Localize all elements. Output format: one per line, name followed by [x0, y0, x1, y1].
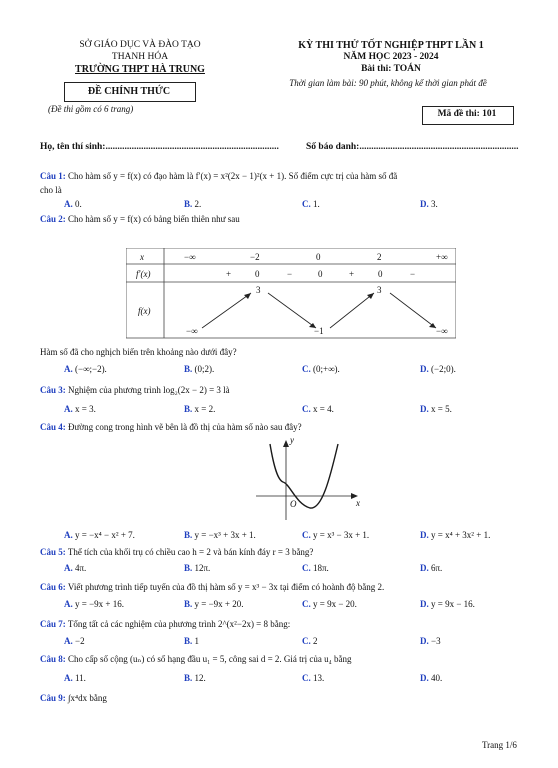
option-a: A. 11.: [64, 673, 86, 683]
option-c: C. 1.: [302, 199, 320, 209]
table-sign: +: [226, 269, 232, 279]
option-d: D. (−2;0).: [420, 364, 456, 374]
school-name: TRƯỜNG THPT HÀ TRUNG: [75, 64, 205, 75]
variation-table: [126, 248, 456, 340]
question-9: Câu 9: ∫x⁴dx bằng: [40, 693, 107, 703]
option-c: C. 18π.: [302, 563, 329, 573]
option-b: B. x = 2.: [184, 404, 216, 414]
option-d: D. y = x⁴ + 3x² + 1.: [420, 530, 491, 540]
question-2: Câu 2: Cho hàm số y = f(x) có bảng biến thiên như sau: [40, 214, 240, 224]
option-a: A. y = −x⁴ − x² + 7.: [64, 530, 135, 540]
y-axis-arrow-icon: [283, 440, 289, 447]
table-x-value: +∞: [436, 252, 448, 262]
option-b: B. 12π.: [184, 563, 211, 573]
option-c: C. 13.: [302, 673, 325, 683]
table-row-x-label: x: [140, 252, 144, 262]
candidate-id-field: Số báo danh:...................................................................: [306, 142, 519, 152]
table-sign: −: [410, 269, 416, 279]
time-note: Thời gian làm bài: 90 phút, không kể thời gian phát đề: [289, 78, 487, 88]
exam-title: KỲ THI THỬ TỐT NGHIỆP THPT LẦN 1: [298, 40, 484, 51]
school-year: NĂM HỌC 2023 - 2024: [343, 52, 439, 62]
question-7: Câu 7: Tổng tất cả các nghiệm của phương trình 2^(x²−2x) = 8 bằng:: [40, 619, 291, 629]
option-b: B. y = −x³ + 3x + 1.: [184, 530, 256, 540]
exam-code: Mã đề thi: 101: [437, 109, 497, 119]
question-5: Câu 5: Thể tích của khối trụ có chiều cao h = 2 và bán kính đáy r = 3 bằng?: [40, 547, 314, 557]
table-x-value: 0: [316, 252, 321, 262]
table-f-value: −∞: [186, 326, 198, 336]
question-text: Cho hàm số y = f(x) có đạo hàm là f′(x) = x²(2x − 1)²(x + 1). Số điểm cực trị của hàm số đã: [68, 171, 398, 181]
table-x-value: −2: [250, 252, 260, 262]
option-b: B. (0;2).: [184, 364, 215, 374]
option-a: A. 0.: [64, 199, 82, 209]
table-x-value: 2: [377, 252, 382, 262]
department-name: SỞ GIÁO DỤC VÀ ĐÀO TẠO: [79, 40, 201, 50]
table-sign: −: [287, 269, 293, 279]
table-sign: 0: [378, 269, 383, 279]
option-b: B. 1: [184, 636, 200, 646]
question-8: Câu 8: Cho cấp số cộng (uₙ) có số hạng đầu u₁ = 5, công sai d = 2. Giá trị của u₄ bằng: [40, 654, 352, 664]
option-d: D. 40.: [420, 673, 443, 683]
option-d: D. x = 5.: [420, 404, 452, 414]
option-d: D. 3.: [420, 199, 438, 209]
subject: Bài thi: TOÁN: [361, 64, 421, 74]
option-c: C. x = 4.: [302, 404, 334, 414]
question-1: [40, 171, 397, 181]
pages-note: (Đề thi gồm có 6 trang): [48, 104, 134, 114]
table-sign: 0: [318, 269, 323, 279]
question-6: Câu 6: Viết phương trình tiếp tuyến của đồ thị hàm số y = x³ − 3x tại điểm có hoành độ bằng 2.: [40, 582, 385, 592]
graph-x-label: x: [356, 498, 360, 508]
option-a: A. (−∞;−2).: [64, 364, 107, 374]
graph-origin-label: O: [290, 499, 297, 509]
option-c: C. 2: [302, 636, 318, 646]
option-a: A. −2: [64, 636, 85, 646]
question-4: Câu 4: Đường cong trong hình vẽ bên là đồ thị của hàm số nào sau đây?: [40, 422, 302, 432]
option-d: D. 6π.: [420, 563, 443, 573]
option-b: B. y = −9x + 20.: [184, 599, 244, 609]
table-row-fprime-label: f′(x): [136, 269, 151, 279]
table-f-value: 3: [377, 285, 382, 295]
option-c: C. (0;+∞).: [302, 364, 340, 374]
option-a: A. 4π.: [64, 563, 87, 573]
option-a: A. x = 3.: [64, 404, 96, 414]
page-number: Trang 1/6: [482, 740, 517, 750]
option-d: D. y = 9x − 16.: [420, 599, 475, 609]
option-b: B. 12.: [184, 673, 206, 683]
graph-y-label: y: [290, 435, 294, 445]
option-c: C. y = x³ − 3x + 1.: [302, 530, 370, 540]
table-f-value: −1: [314, 326, 324, 336]
candidate-name-field: Họ, tên thí sinh:.........................................................................: [40, 142, 279, 152]
option-a: A. y = −9x + 16.: [64, 599, 124, 609]
question-text-continued: cho là: [40, 185, 62, 195]
option-d: D. −3: [420, 636, 441, 646]
question-prompt: Hàm số đã cho nghịch biến trên khoảng nào dưới đây?: [40, 347, 237, 357]
question-label: Câu 1:: [40, 171, 66, 181]
table-x-value: −∞: [184, 252, 196, 262]
official-label: ĐỀ CHÍNH THỨC: [87, 86, 171, 97]
option-c: C. y = 9x − 20.: [302, 599, 357, 609]
table-f-value: −∞: [436, 326, 448, 336]
question-3: Câu 3: Nghiệm của phương trình log₂(2x − 2) = 3 là: [40, 385, 230, 395]
option-b: B. 2.: [184, 199, 202, 209]
table-row-f-label: f(x): [138, 306, 151, 316]
province-name: THANH HÓA: [111, 52, 169, 62]
table-f-value: 3: [256, 285, 261, 295]
table-sign: +: [349, 269, 355, 279]
table-sign: 0: [255, 269, 260, 279]
function-graph: [252, 438, 362, 524]
